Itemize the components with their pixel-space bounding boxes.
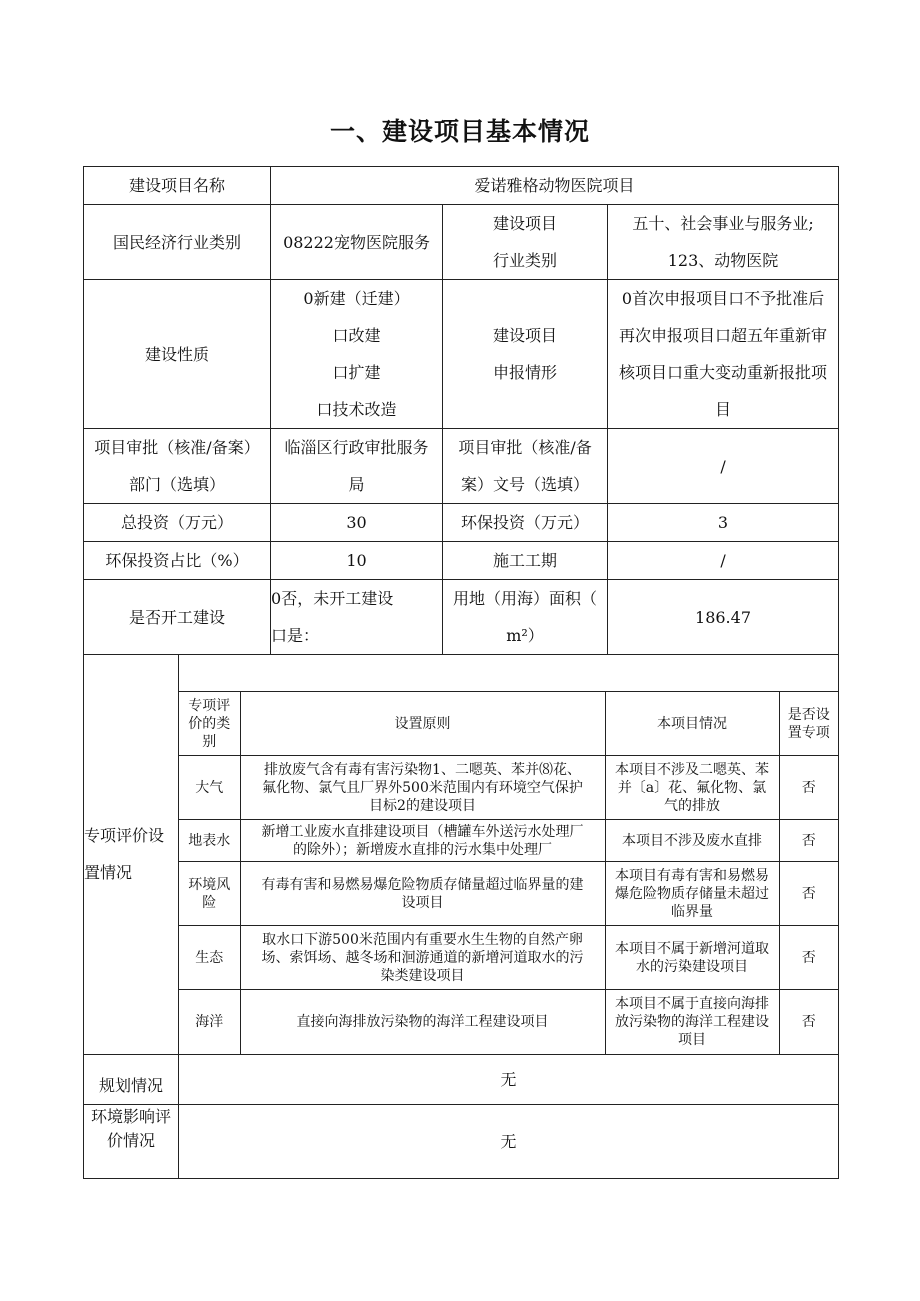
special-row-env-risk — [179, 862, 838, 926]
row-nature — [84, 280, 839, 429]
row-started — [84, 580, 839, 655]
total-invest-value: 30 — [271, 504, 443, 542]
industry-value: 08222宠物医院服务 — [271, 205, 443, 280]
special-situation: 本项目不属于新增河道取 水的污染建设项目 — [605, 926, 779, 990]
started-label: 是否开工建设 — [84, 580, 271, 655]
project-name-value: 爱诺雅格动物医院项目 — [271, 167, 839, 205]
special-situation: 本项目不涉及废水直排 — [605, 820, 779, 862]
special-principle: 排放废气含有毒有害污染物1、二嗯英、苯并⑻花、 氟化物、氯气且厂界外500米范围内有环境空气保护 目标2的建设项目 — [240, 756, 605, 820]
special-principle: 新增工业废水直排建设项目（槽罐车外送污水处理厂 的除外）；新增废水直排的污水集中处理厂 — [240, 820, 605, 862]
row-eia — [84, 1104, 839, 1178]
approval-no-value: / — [608, 429, 839, 504]
nature-option-expand: 口扩建 — [332, 363, 381, 382]
project-name-label: 建设项目名称 — [84, 167, 271, 205]
header-principle: 设置原则 — [240, 692, 605, 756]
planning-value: 无 — [179, 1054, 839, 1104]
special-category: 生态 — [179, 926, 240, 990]
special-principle: 直接向海排放污染物的海洋工程建设项目 — [240, 990, 605, 1054]
special-eval-table — [179, 691, 838, 1054]
special-set: 否 — [779, 926, 838, 990]
header-set: 是否设 置专项 — [779, 692, 838, 756]
special-top-strip — [179, 655, 838, 691]
row-project-name — [84, 167, 839, 205]
special-set: 否 — [779, 820, 838, 862]
header-category: 专项评 价的类 别 — [179, 692, 240, 756]
env-invest-label: 环保投资（万元） — [443, 504, 608, 542]
special-category: 海洋 — [179, 990, 240, 1054]
nature-options — [271, 280, 443, 429]
special-rows — [179, 756, 838, 1054]
row-invest — [84, 504, 839, 542]
special-category: 地表水 — [179, 820, 240, 862]
special-principle: 有毒有害和易燃易爆危险物质存储量超过临界量的建 设项目 — [240, 862, 605, 926]
page-title: 一、建设项目基本情况 — [329, 117, 590, 146]
eia-value: 无 — [179, 1104, 839, 1178]
special-category: 环境风 险 — [179, 862, 240, 926]
project-industry-value: 五十、社会事业与服务业; 123、动物医院 — [608, 205, 839, 280]
special-row-surface-water — [179, 820, 838, 862]
special-situation: 本项目不涉及二嗯英、苯 并〔a〕花、氟化物、氯 气的排放 — [605, 756, 779, 820]
approval-dept-value: 临淄区行政审批服务 局 — [271, 429, 443, 504]
row-special — [84, 655, 839, 1055]
special-set: 否 — [779, 756, 838, 820]
env-ratio-value: 10 — [271, 542, 443, 580]
row-industry — [84, 205, 839, 280]
construction-period-value: / — [608, 542, 839, 580]
started-value: 0否，未开工建设 口是： — [271, 580, 443, 655]
total-invest-label: 总投资（万元） — [84, 504, 271, 542]
land-area-label: 用地（用海）面积（ m²） — [443, 580, 608, 655]
env-invest-value: 3 — [608, 504, 839, 542]
header-situation: 本项目情况 — [605, 692, 779, 756]
special-row-atmosphere — [179, 756, 838, 820]
special-situation: 本项目有毒有害和易燃易 爆危险物质存储量未超过 临界量 — [605, 862, 779, 926]
row-planning — [84, 1054, 839, 1104]
land-area-value: 186.47 — [608, 580, 839, 655]
env-ratio-label: 环保投资占比（%） — [84, 542, 271, 580]
special-principle: 取水口下游500米范围内有重要水生生物的自然产卵 场、索饵场、越冬场和洄游通道的新增河道取水的污 染类建设项目 — [240, 926, 605, 990]
report-label: 建设项目 申报情形 — [443, 280, 608, 429]
nature-option-new: 0新建（迁建） — [303, 289, 410, 308]
nature-label: 建设性质 — [84, 280, 271, 429]
special-wrapper — [179, 655, 839, 1055]
industry-label: 国民经济行业类别 — [84, 205, 271, 280]
row-ratio — [84, 542, 839, 580]
special-set: 否 — [779, 862, 838, 926]
construction-period-label: 施工工期 — [443, 542, 608, 580]
planning-label: 规划情况 — [84, 1054, 179, 1104]
special-situation: 本项目不属于直接向海排 放污染物的海洋工程建设 项目 — [605, 990, 779, 1054]
special-set: 否 — [779, 990, 838, 1054]
special-label: 专项评价设 置情况 — [84, 655, 179, 1055]
basic-info-table — [83, 166, 839, 1179]
report-value: 0首次申报项目口不予批准后 再次申报项目口超五年重新审 核项目口重大变动重新报批项 目 — [608, 280, 839, 429]
special-row-ocean — [179, 990, 838, 1054]
approval-no-label: 项目审批（核准/备 案）文号（选填） — [443, 429, 608, 504]
special-header-row — [179, 692, 838, 756]
nature-option-rebuild: 口改建 — [332, 326, 381, 345]
eia-label: 环境影响评 价情况 — [84, 1104, 179, 1178]
special-category: 大气 — [179, 756, 240, 820]
row-approval — [84, 429, 839, 504]
project-industry-label: 建设项目 行业类别 — [443, 205, 608, 280]
nature-option-tech: 口技术改造 — [316, 400, 397, 419]
special-row-ecology — [179, 926, 838, 990]
approval-dept-label: 项目审批（核准/备案） 部门（选填） — [84, 429, 271, 504]
